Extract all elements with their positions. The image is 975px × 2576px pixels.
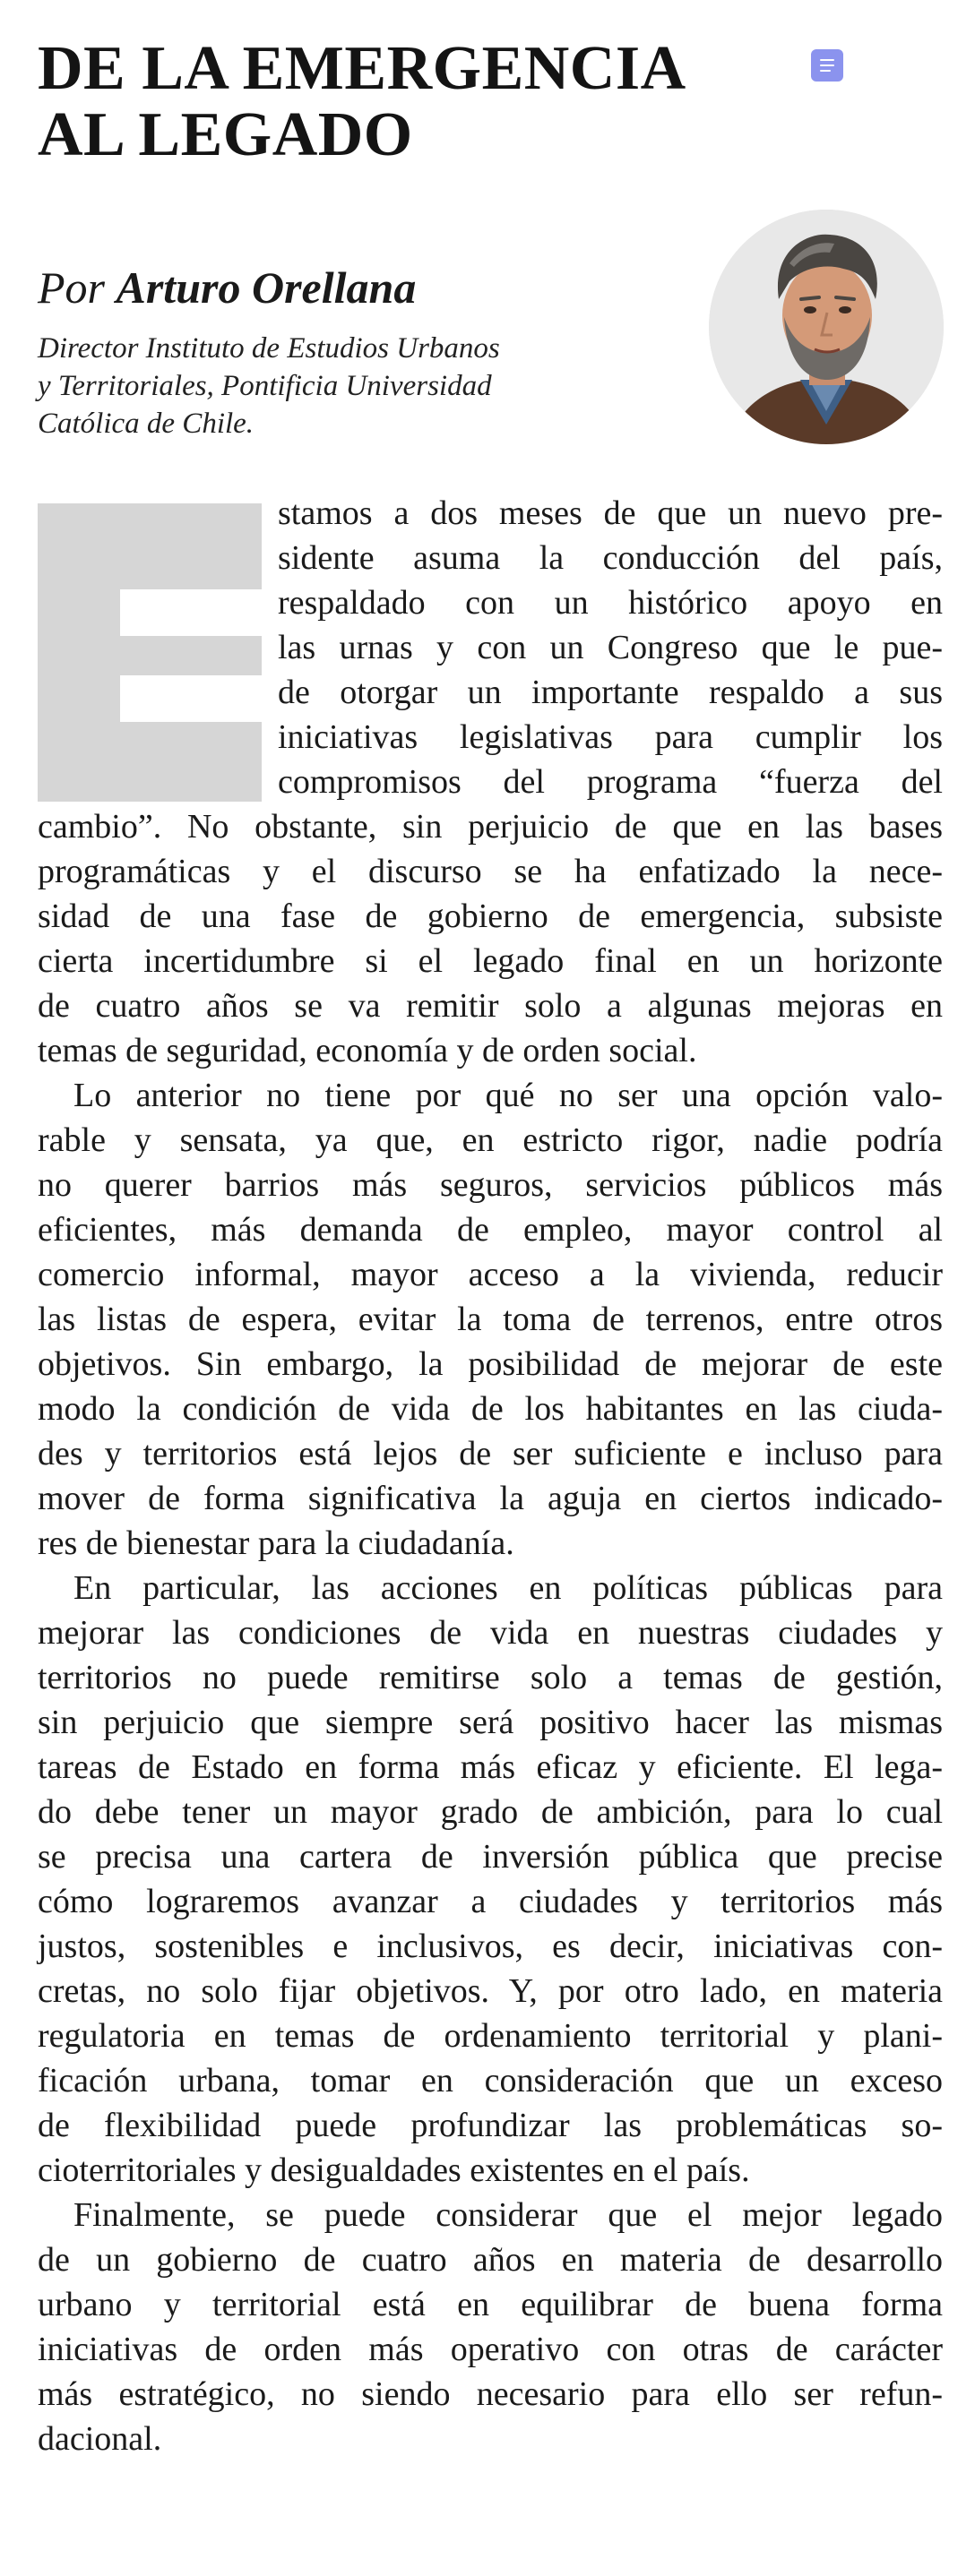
text-line: justos, sostenibles e inclusivos, es decir, iniciativas con- — [38, 1928, 943, 1965]
text-line: rable y sensata, ya que, en estricto rigor, nadie podría — [38, 1121, 943, 1159]
text-line: cioterritoriales y desigualdades existentes en el país. — [38, 2151, 750, 2189]
author-role-line: Católica de Chile. — [38, 408, 255, 440]
text-line: tareas de Estado en forma más eficaz y eficiente. El lega- — [38, 1748, 943, 1786]
text-line: eficientes, más demanda de empleo, mayor control al — [38, 1211, 943, 1249]
text-line: cambio”. No obstante, sin perjuicio de que en las bases — [38, 808, 943, 846]
text-line: Lo anterior no tiene por qué no ser una opción valo- — [73, 1077, 943, 1114]
author-role-line: y Territoriales, Pontificia Universidad — [38, 370, 492, 402]
text-line: stamos a dos meses de que un nuevo pre- — [278, 494, 943, 532]
author-portrait-image — [709, 210, 944, 444]
text-line: do debe tener un mayor grado de ambición, para lo cual — [38, 1793, 943, 1831]
headline-line: AL LEGADO — [38, 100, 413, 169]
text-line: sidente asuma la conducción del país, — [278, 539, 943, 577]
text-line: se precisa una cartera de inversión pública que precise — [38, 1838, 943, 1876]
text-line: sin perjuicio que siempre será positivo hacer las mismas — [38, 1704, 943, 1741]
text-line: programáticas y el discurso se ha enfatizado la nece- — [38, 853, 943, 890]
text-line: sidad de una fase de gobierno de emergencia, subsiste — [38, 897, 943, 935]
text-line: comercio informal, mayor acceso a la vivienda, reducir — [38, 1256, 943, 1293]
text-line: no querer barrios más seguros, servicios públicos más — [38, 1166, 943, 1204]
text-line: cómo lograremos avanzar a ciudades y territorios más — [38, 1883, 943, 1920]
text-line: compromisos del programa “fuerza del — [278, 763, 943, 801]
headline-line: DE LA EMERGENCIA — [38, 34, 686, 103]
text-line: mover de forma significativa la aguja en ciertos indicado- — [38, 1480, 943, 1517]
article-body — [38, 491, 943, 2461]
text-line: objetivos. Sin embargo, la posibilidad de mejorar de este — [38, 1345, 943, 1383]
menu-icon — [820, 59, 834, 72]
text-line: más estratégico, no siendo necesario para ello ser refun- — [38, 2375, 943, 2413]
author-name: Arturo Orellana — [116, 262, 417, 313]
text-line: respaldado con un histórico apoyo en — [278, 584, 943, 622]
byline — [38, 262, 416, 313]
text-line: cretas, no solo fijar objetivos. Y, por otro lado, en materia — [38, 1972, 943, 2010]
text-line: las listas de espera, evitar la toma de terrenos, entre otros — [38, 1301, 943, 1338]
headline — [38, 36, 772, 168]
text-line: territorios no puede remitirse solo a temas de gestión, — [38, 1659, 943, 1696]
text-line: Finalmente, se puede considerar que el mejor legado — [73, 2196, 943, 2234]
text-line: de cuatro años se va remitir solo a algunas mejoras en — [38, 987, 943, 1025]
text-line: de otorgar un importante respaldo a sus — [278, 674, 943, 711]
text-line: dacional. — [38, 2420, 162, 2458]
text-line: urbano y territorial está en equilibrar de buena forma — [38, 2286, 943, 2323]
text-line: temas de seguridad, economía y de orden social. — [38, 1032, 697, 1069]
text-line: cierta incertidumbre si el legado final en un horizonte — [38, 942, 943, 980]
text-line: des y territorios está lejos de ser suficiente e incluso para — [38, 1435, 943, 1473]
text-line: las urnas y con un Congreso que le pue- — [278, 629, 943, 666]
text-line: iniciativas de orden más operativo con otras de carácter — [38, 2331, 943, 2368]
text-line: En particular, las acciones en políticas públicas para — [73, 1569, 943, 1607]
text-line: modo la condición de vida de los habitantes en las ciuda- — [38, 1390, 943, 1428]
text-line: regulatoria en temas de ordenamiento territorial y plani- — [38, 2017, 943, 2055]
author-photo — [709, 210, 944, 444]
author-role — [38, 330, 683, 442]
byline-prefix: Por — [38, 262, 105, 313]
text-line: ficación urbana, tomar en consideración que un exceso — [38, 2062, 943, 2099]
text-line: res de bienestar para la ciudadanía. — [38, 1524, 514, 1562]
menu-button[interactable] — [811, 49, 843, 82]
text-line: de un gobierno de cuatro años en materia de desarrollo — [38, 2241, 943, 2279]
text-line: mejorar las condiciones de vida en nuestras ciudades y — [38, 1614, 943, 1652]
author-role-line: Director Instituto de Estudios Urbanos — [38, 332, 500, 365]
text-line: iniciativas legislativas para cumplir los — [278, 718, 943, 756]
text-line: de flexibilidad puede profundizar las problemáticas so- — [38, 2107, 943, 2144]
